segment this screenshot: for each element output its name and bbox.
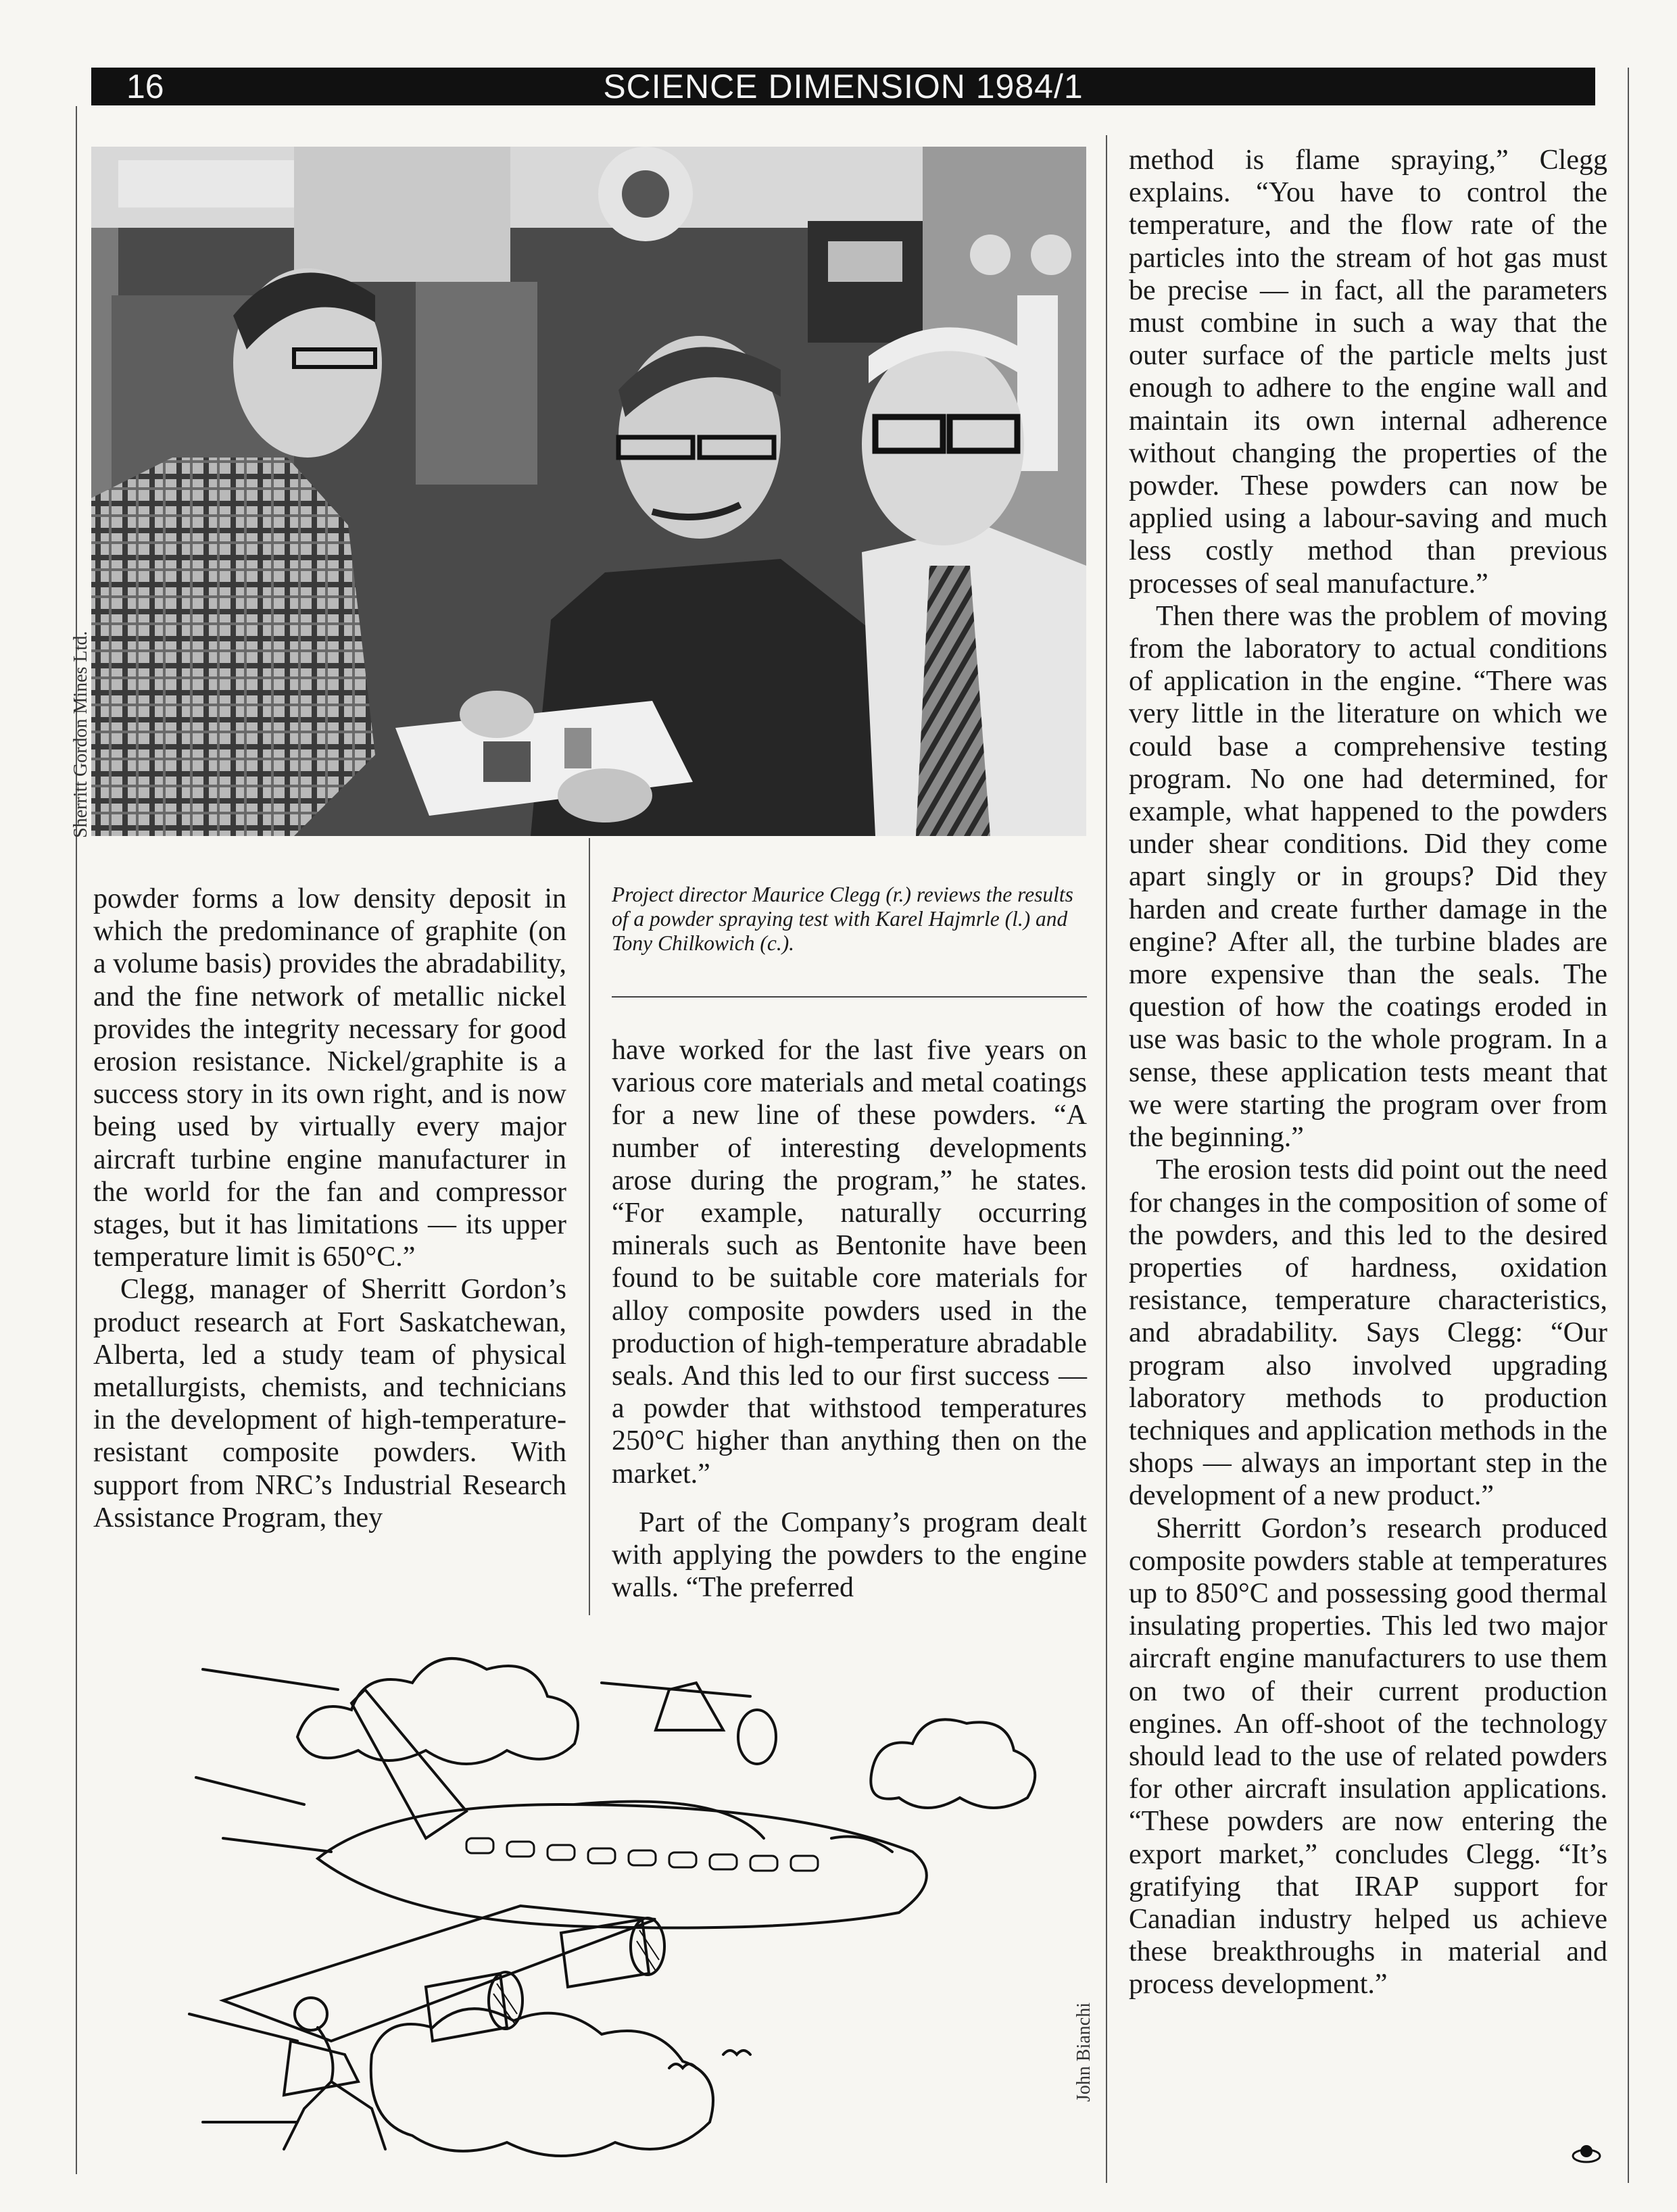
paragraph: method is flame spraying,” Clegg explains. “You have to control the temperature, and the flow rate of the particles into the stream of hot gas must be precise — in fact, all the parameters must combine in such a way that the outer surface of the particle melts just enough to adhere to the engine wall and maintain its own internal adherence without changing the properties of the powder. These powders can now be applied using a labour-saving and much less costly method than previous processes of seal manufacture.” — [1129, 145, 1607, 599]
paragraph: The erosion tests did point out the need for changes in the composition of some of the powders, and this led to the desired properties of hardness, oxidation resistance, temperature characteristics, and abradability. Says Clegg: “Our program also involved upgrading laboratory methods to production techniques and application methods in the shops — always an important step in the development of a new product.” — [1129, 1154, 1608, 1512]
paragraph: have worked for the last five years on various core materials and metal coatings for a new line of these powders. “A number of interesting developments arose during the program,” he states. “For example, naturally occurring minerals such as Bentonite have been found to be suitable core materials for alloy composite powders used in the production of high-temperature abradable seals. And this led to our first success — a powder that withstood temperatures 250°C higher than anything then on the market.” — [612, 1035, 1087, 1490]
column-rule-1 — [589, 838, 590, 1615]
article-column-2 — [612, 1034, 1087, 1604]
magazine-title: SCIENCE DIMENSION 1984/1 — [603, 68, 1084, 105]
photo-credit: Sherritt Gordon Mines Ltd. — [70, 631, 91, 838]
page-number: 16 — [126, 68, 164, 105]
article-column-1 — [93, 883, 566, 1534]
lab-photo-image — [91, 147, 1086, 836]
photo-caption: Project director Maurice Clegg (r.) reviews the results of a powder spraying test with Karel Hajmrle (l.) and Tony Chilkowich (c.). — [612, 883, 1073, 955]
article-end-mark-icon — [1571, 2142, 1602, 2164]
right-margin-rule — [1628, 68, 1629, 2183]
column-rule-2 — [1106, 135, 1107, 2183]
paragraph: Clegg, manager of Sherritt Gordon’s product research at Fort Saskatchewan, Alberta, led a study team of physical metallurgists, chemists, and technicians in the development of high-temperature-resistant composite powders. With support from NRC’s Industrial Research Assistance Program, they — [93, 1274, 566, 1533]
paragraph: Then there was the problem of moving from the laboratory to actual conditions of application in the engine. “There was very little in the literature on which we could base a comprehensive testing program. No one had determined, for example, what happened to the powders under shear conditions. Did they come apart singly or in groups? Did they harden and create further damage in the engine? After all, the turbine blades are more expensive than the seals. The question of how the coatings eroded in use was basic to the whole program. In a sense, these application tests meant that we were starting the program over from the beginning.” — [1129, 600, 1607, 1154]
lab-photograph — [91, 147, 1086, 836]
illustration-credit: John Bianchi — [1073, 2002, 1094, 2102]
left-margin-rule — [76, 106, 77, 2174]
page-header-bar — [91, 68, 1595, 105]
article-column-3 — [1129, 144, 1607, 2001]
caption-separator-rule — [612, 996, 1087, 998]
paragraph: Sherritt Gordon’s research produced composite powders stable at temperatures up to 850°C and possessing good thermal insulating properties. This led two major aircraft engine manufacturers to use them on two of their current production engines. An off-shoot of the technology should lead to the use of related powders for other aircraft insulation applications. “These powders are now entering the export market,” concludes Clegg. “It’s gratifying that IRAP support for Canadian industry helped us achieve these breakthroughs in material and process development.” — [1129, 1513, 1607, 2000]
paragraph: Part of the Company’s program dealt with applying the powders to the engine walls. “The preferred — [612, 1506, 1087, 1604]
airplane-illustration — [183, 1636, 1088, 2176]
paragraph: powder forms a low density deposit in which the predominance of graphite (on a volume basis) provides the abradability, and the fine network of metallic nickel provides the integrity necessary for good erosion resistance. Nickel/graphite is a success story in its own right, and is now being used by virtually every major aircraft turbine engine manufacturer in the world for the fan and compressor stages, but it has limitations — its upper temperature limit is 650°C.” — [93, 883, 566, 1273]
